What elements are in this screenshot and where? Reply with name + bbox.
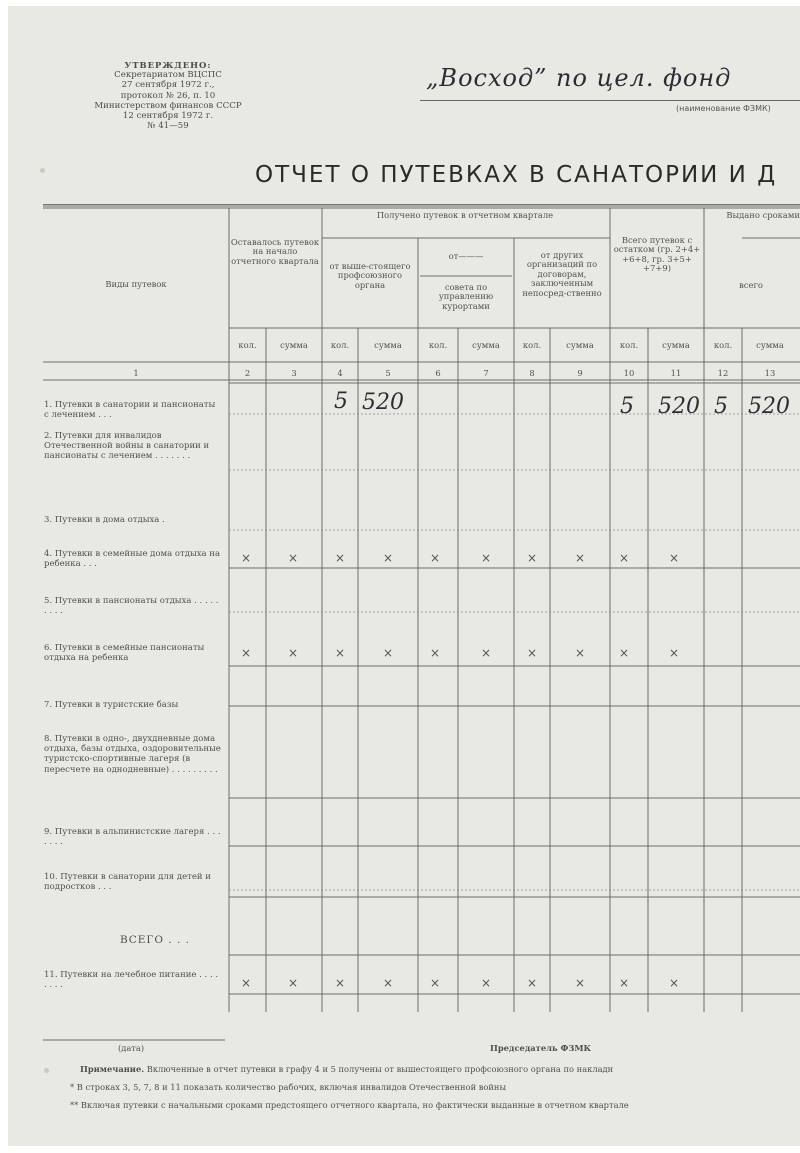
column-number: 10: [623, 368, 635, 378]
footnote: * В строках 3, 5, 7, 8 и 11 показать количество рабочих, включая инвалидов Отечественной войны: [70, 1082, 507, 1092]
handwritten-qty: 5: [714, 394, 728, 419]
header-qty: кол.: [330, 340, 350, 350]
cross-mark: ×: [429, 646, 441, 660]
handwritten-sum: 520: [658, 394, 700, 419]
organization-handwritten: „Восход” по цел. фонд: [426, 64, 732, 92]
header-issued-group: Выдано сроками: [726, 210, 800, 220]
header-qty: кол.: [238, 340, 257, 350]
cross-mark: ×: [240, 551, 252, 565]
cross-mark: ×: [287, 551, 299, 565]
cross-mark: ×: [382, 976, 394, 990]
note-line: [80, 1064, 613, 1074]
row-label: 9. Путевки в альпинистские лагеря . . . . . . .: [44, 827, 221, 848]
cross-mark: ×: [618, 646, 630, 660]
row-label: 2. Путевки для инвалидов Отечественной войны в санатории и пансионаты с лечением . . . . . . .: [44, 431, 210, 462]
note-text: Включенные в отчет путевки в графу 4 и 5 получены от вышестоящего профсоюзного органа по накладн: [146, 1064, 614, 1074]
column-number: 4: [337, 368, 343, 378]
cross-mark: ×: [618, 551, 630, 565]
header-qty: кол.: [522, 340, 542, 350]
header-sum: сумма: [472, 340, 500, 350]
cross-mark: ×: [240, 976, 252, 990]
column-number: 8: [529, 368, 535, 378]
chairman-label: Председатель ФЗМК: [490, 1043, 592, 1053]
note-label: Примечание.: [80, 1064, 145, 1074]
approval-line: № 41—59: [147, 121, 189, 132]
cross-mark: ×: [574, 551, 586, 565]
header-from-other: от других организаций по договорам, заключенным непосред-ственно: [522, 250, 602, 298]
row-label: 8. Путевки в одно-, двухдневные дома отдыха, базы отдыха, оздоровительные туристско-спортивные лагеря (в пересчете на однодневные) . . . . . . . . .: [44, 734, 221, 775]
cross-mark: ×: [429, 976, 441, 990]
approval-line: Секретариатом ВЦСПС: [114, 70, 222, 81]
cross-mark: ×: [480, 551, 492, 565]
cross-mark: ×: [382, 551, 394, 565]
header-from-council: совета по управлению курортами: [438, 282, 494, 311]
row-label-total: ВСЕГО . . .: [120, 934, 191, 946]
row-label: 10. Путевки в санатории для детей и подростков . . .: [44, 872, 211, 893]
column-number: 13: [764, 368, 776, 378]
cross-mark: ×: [668, 551, 680, 565]
organization-caption: (наименование ФЗМК): [676, 104, 771, 113]
row-label: 7. Путевки в туристские базы: [44, 700, 179, 710]
cross-mark: ×: [334, 976, 346, 990]
column-number: 6: [435, 368, 441, 378]
header-total-with-remainder: Всего путевок с остатком (гр. 2+4+ +6+8, гр. 3+5+ +7+9): [613, 235, 701, 274]
header-sum: сумма: [662, 340, 690, 350]
header-qty: кол.: [428, 340, 448, 350]
header-sum: сумма: [374, 340, 402, 350]
header-from-higher: от выше-стоящего профсоюзного органа: [329, 261, 411, 290]
column-number: 9: [577, 368, 583, 378]
column-number: 1: [133, 368, 139, 378]
header-sum: сумма: [566, 340, 594, 350]
cross-mark: ×: [574, 976, 586, 990]
handwritten-sum: 520: [748, 394, 790, 419]
cross-mark: ×: [526, 646, 538, 660]
cross-mark: ×: [480, 976, 492, 990]
cross-mark: ×: [480, 646, 492, 660]
cross-mark: ×: [526, 976, 538, 990]
header-from-blank: от———: [448, 251, 484, 261]
cross-mark: ×: [334, 551, 346, 565]
cross-mark: ×: [618, 976, 630, 990]
header-sum: сумма: [756, 340, 784, 350]
column-number: 2: [244, 368, 251, 378]
cross-mark: ×: [382, 646, 394, 660]
row-label: 3. Путевки в дома отдыха .: [44, 515, 165, 525]
handwritten-qty: 5: [334, 389, 348, 414]
cross-mark: ×: [668, 976, 680, 990]
handwritten-qty: 5: [620, 394, 634, 419]
column-number: 5: [385, 368, 391, 378]
row-label: 11. Путевки на лечебное питание . . . . . . . .: [44, 970, 219, 991]
report-title: ОТЧЕТ О ПУТЕВКАХ В САНАТОРИИ И Д: [255, 162, 778, 188]
cross-mark: ×: [334, 646, 346, 660]
approval-line: протокол № 26, п. 10: [120, 90, 216, 101]
row-label: 6. Путевки в семейные пансионаты отдыха на ребенка: [44, 643, 205, 664]
cross-mark: ×: [429, 551, 441, 565]
column-number: 3: [291, 368, 297, 378]
header-qty: кол.: [619, 340, 639, 350]
date-label: (дата): [118, 1043, 145, 1053]
column-number: 12: [717, 368, 729, 378]
approval-line: 27 сентября 1972 г.,: [121, 80, 215, 91]
row-label: 4. Путевки в семейные дома отдыха на ребенка . . .: [44, 549, 221, 570]
cross-mark: ×: [668, 646, 680, 660]
handwritten-sum: 520: [362, 390, 404, 415]
header-kinds: Виды путевок: [105, 279, 167, 289]
header-received-group: Получено путевок в отчетном квартале: [376, 210, 554, 220]
row-label: 5. Путевки в пансионаты отдыха . . . . . . . . .: [44, 596, 219, 617]
cross-mark: ×: [526, 551, 538, 565]
footnote: ** Включая путевки с начальными сроками предстоящего отчетного квартала, но фактически выданные в отчетном квартале: [70, 1100, 629, 1110]
column-number: 7: [483, 368, 489, 378]
approval-heading: УТВЕРЖДЕНО:: [124, 60, 212, 70]
approval-line: 12 сентября 1972 г.: [122, 111, 214, 122]
column-number: 11: [670, 368, 682, 378]
header-sum: сумма: [280, 340, 308, 350]
header-remaining: Оставалось путевок на начало отчетного квартала: [230, 237, 320, 266]
row-label: 1. Путевки в санатории и пансионаты с лечением . . .: [44, 400, 216, 421]
header-issued-total: всего: [739, 280, 763, 290]
cross-mark: ×: [287, 646, 299, 660]
header-qty: кол.: [713, 340, 733, 350]
cross-mark: ×: [574, 646, 586, 660]
approval-line: Министерством финансов СССР: [94, 100, 242, 111]
cross-mark: ×: [287, 976, 299, 990]
cross-mark: ×: [240, 646, 252, 660]
